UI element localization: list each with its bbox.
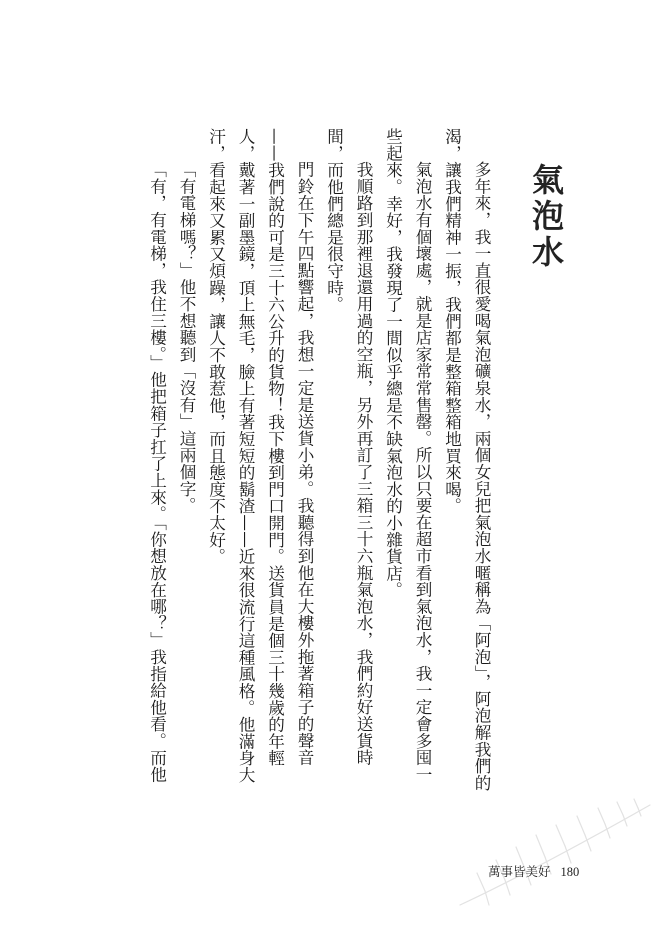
page-footer bbox=[488, 862, 579, 880]
paragraph: 氣泡水有個壞處，就是店家常常售罄。所以只要在超市看到氣泡水，我一定會多囤一些起來。幸好，我發現了一間似乎總是不缺氣泡水的小雜貨店。 bbox=[383, 128, 432, 783]
paragraph: 門鈴在下午四點響起，我想一定是送貨小弟。我聽得到他在大樓外拖著箱子的聲音——我們說的可是三十六公升的貨物！我下樓到門口開門。送貨員是個三十幾歲的年輕人，戴著一副墨鏡，頂上無毛，臉上有著短短的鬍渣——近來很流行這種風格。他滿身大汗，看起來又累又煩躁，讓人不敢惹他，而且態度不太好。 bbox=[206, 128, 314, 784]
article-body bbox=[148, 128, 496, 798]
page-number: 180 bbox=[560, 865, 580, 879]
paragraph: 「有，有電梯，我住三樓。」他把箱子扛了上來。「你想放在哪？」我指給他看。而他 bbox=[148, 161, 167, 783]
paragraph: 「有電梯嗎？」他不想聽到「沒有」這兩個字。 bbox=[177, 161, 196, 514]
article-title: 氣泡水 bbox=[527, 163, 565, 271]
paragraph: 多年來，我一直很愛喝氣泡礦泉水，兩個女兒把氣泡水暱稱為「阿泡」，阿泡解我們的渴，讓我們精神一振，我們都是整箱整箱地買來喝。 bbox=[442, 128, 491, 792]
fern-leaf-decoration bbox=[455, 790, 655, 910]
paragraph: 我順路到那裡退還用過的空瓶，另外再訂了三箱三十六瓶氣泡水，我們約好送貨時間，而他們總是很守時。 bbox=[324, 128, 373, 766]
book-title: 萬事皆美好 bbox=[488, 864, 551, 879]
